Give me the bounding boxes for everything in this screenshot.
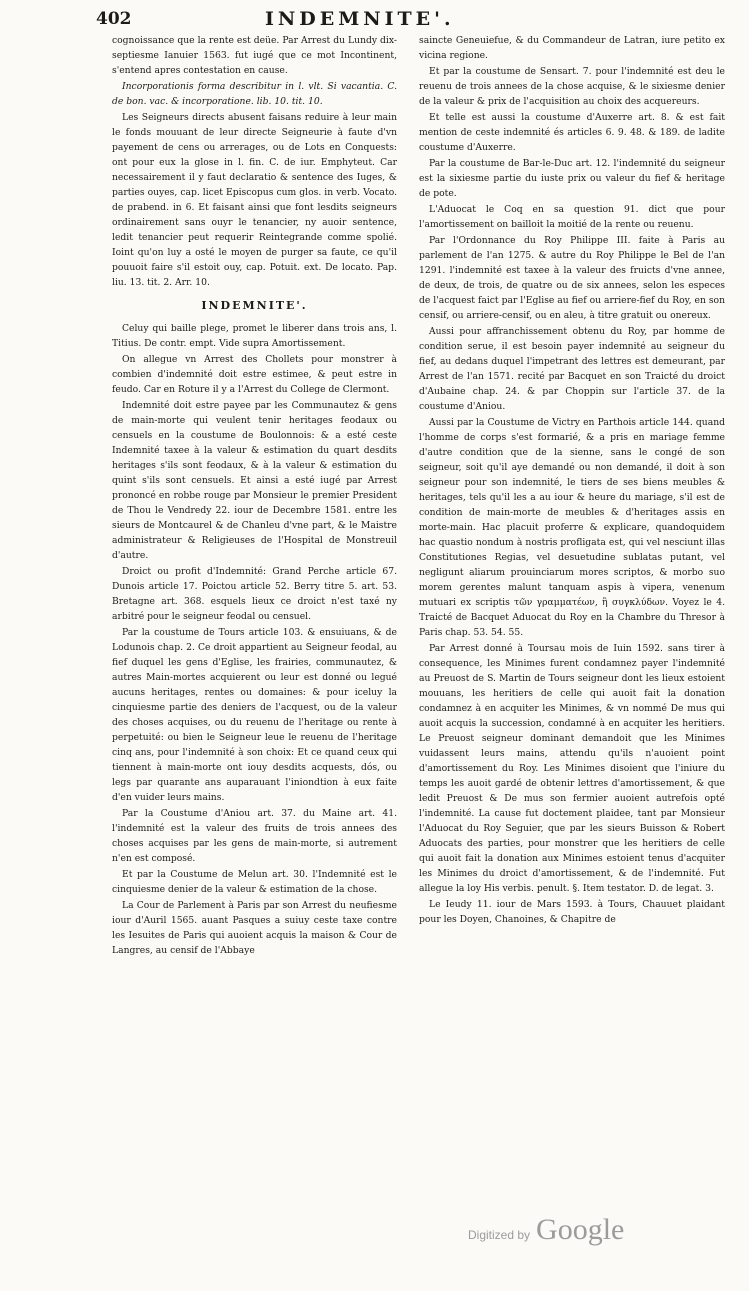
paragraph: Indemnité doit estre payee par les Communautez & gens de main-morte qui veulent tenir heritages feodaux ou censuels en la coustume de Boulonnois: & a esté ceste Indemnité taxee à la valeur & estimation du quart desdits heritages s'ils sont feodaux, & à la valeur & estimation du quint s'ils sont censuels. Et ainsi a esté iugé par Arrest prononcé en robbe rouge par Monsieur le premier President de Thou le Vendredy 22. iour de Decembre 1581. entre les sieurs de Montcaurel & de Chanleu d'vne part, & le Maistre administrateur & Religieuses de l'Hospital de Monstreuil d'autre. — [112, 400, 397, 561]
google-logo: Google — [536, 1213, 625, 1246]
section-heading: INDEMNITE'. — [201, 299, 308, 312]
paragraph: La Cour de Parlement à Paris par son Arrest du neufiesme iour d'Auril 1565. auant Pasques a suiuy ceste taxe contre les Iesuites de Paris qui auoient acquis la maison & Cour de Langres, au censif de l'Abbaye — [112, 900, 397, 956]
paragraph: On allegue vn Arrest des Chollets pour monstrer à combien d'indemnité doit estre estimee, & peut estre in feudo. Car en Roture il y a l'Arrest du College de Clermont. — [112, 354, 397, 395]
left-column — [112, 33, 397, 1163]
paragraph: Celuy qui baille plege, promet le liberer dans trois ans, l. Titius. De contr. empt. Vide supra Amortissement. — [112, 323, 397, 349]
paragraph: Par la Coustume d'Aniou art. 37. du Maine art. 41. l'indemnité est la valeur des fruits de trois annees des choses acquises par les gens de main-morte, si autrement n'en est composé. — [112, 808, 397, 864]
paragraph: saincte Geneuiefue, & du Commandeur de Latran, iure petito ex vicina regione. — [419, 35, 725, 61]
paragraph: Par l'Ordonnance du Roy Philippe III. faite à Paris au parlement de l'an 1275. & autre du Roy Philippe le Bel de l'an 1291. l'indemnité est taxee à la valeur des fruicts d'vne annee, de deux, de trois, de quatre ou de six annees, selon les especes de l'acquest faict par l'Eglise au fief ou arriere-fief du Roy, en son censif, ou arriere-censif, ou en aleu, à titre gratuit ou onereux. — [419, 235, 725, 321]
paragraph: Les Seigneurs directs abusent faisans reduire à leur main le fonds mouuant de leur directe Seigneurie à faute d'vn payement de cens ou arrerages, ou de Lots en Conquests: ont pour eux la glose in l. fin. C. de iur. Emphyteut. Car necessairement il y faut declaratio & sentence des Iuges, & parties ouyes, cap. licet Episcopus cum glos. in verb. Vocato. de prabend. in 6. Et faisant ainsi que font lesdits seigneurs ordinairement sans ouyr le tenancier, ny auoir sentence, ledit tenancier peut requerir Reintegrande comme spolié. Ioint qu'on luy a osté le moyen de purger sa faute, ce qu'il pouuoit faire s'il estoit ouy, cap. Potuit. ext. De locato. Pap. liu. 13. tit. 2. Arr. 10. — [112, 112, 397, 288]
paragraph: Et par la coustume de Sensart. 7. pour l'indemnité est deu le reuenu de trois annees de la chose acquise, & le sixiesme denier de la valeur & prix de l'acquisition au choix des acquereurs. — [419, 66, 725, 107]
paragraph: Aussi par la Coustume de Victry en Parthois article 144. quand l'homme de corps s'est formarié, & a pris en mariage femme d'autre condition que de la sienne, sans le congé de son seigneur, soit qu'il aye demandé ou non demandé, il doit à son seigneur pour son indemnité, le tiers de ses biens meubles & heritages, tels qu'il les a au iour & heure du mariage, s'il est de condition de main-morte de meubles & d'heritages assis en morte-main. Hac placuit proferre & explicare, quandoquidem hac quastio nondum à nostris profligata est, qui vel nesciunt illas Constitutiones Regias, vel desuetudine sublatas putant, vel negligunt aliarum prouinciarum mores scriptos, & morbo suo morem gerentes malunt tanquam aspis à vipera, venenum mutuari ex scriptis τῶν γραμματέων, ἢ συγκλύδων. Voyez le 4. Traicté de Bacquet Aduocat du Roy en la Chambre du Thresor à Paris chap. 53. 54. 55. — [419, 417, 725, 638]
page-number: 402 — [96, 9, 132, 29]
paragraph: L'Aduocat le Coq en sa question 91. dict que pour l'amortissement on bailloit la moitié de la rente ou reuenu. — [419, 204, 725, 230]
watermark-prefix: Digitized by — [468, 1228, 531, 1242]
paragraph: Et telle est aussi la coustume d'Auxerre art. 8. & est fait mention de ceste indemnité és articles 6. 9. 48. & 189. de ladite coustume d'Auxerre. — [419, 112, 725, 153]
paragraph: Par la coustume de Bar-le-Duc art. 12. l'indemnité du seigneur est la sixiesme partie du iuste prix ou valeur du fief & heritage de pote. — [419, 158, 725, 199]
right-column — [419, 33, 725, 1163]
paragraph: Incorporationis forma describitur in l. vlt. Si vacantia. C. de bon. vac. & incorporatione. lib. 10. tit. 10. — [112, 81, 397, 107]
paragraph: Aussi pour affranchissement obtenu du Roy, par homme de condition serue, il est besoin payer indemnité au seigneur du fief, au dedans duquel l'impetrant des lettres est demeurant, par Arrest de l'an 1571. recité par Bacquet en son Traicté du droict d'Aubaine chap. 24. & par Choppin sur l'article 37. de la coustume d'Aniou. — [419, 326, 725, 412]
paragraph: cognoissance que la rente est deüe. Par Arrest du Lundy dix-septiesme Ianuier 1563. fut iugé que ce mot Incontinent, s'entend apres contestation en cause. — [112, 35, 397, 76]
digitized-watermark — [468, 1213, 624, 1247]
running-title: INDEMNITE'. — [265, 8, 455, 30]
paragraph: Le Ieudy 11. iour de Mars 1593. à Tours, Chauuet plaidant pour les Doyen, Chanoines, & Chapitre de — [419, 899, 725, 925]
paragraph: Par Arrest donné à Toursau mois de Iuin 1592. sans tirer à consequence, les Minimes furent condamnez payer l'indemnité au Preuost de S. Martin de Tours seigneur dont les lieux estoient mouuans, les heritiers de celle qui auoit fait la donation condamnez à en acquiter les Minimes, & vn nommé De mus qui auoit acquis la succession, condamné à en acquiter les heritiers. Le Preuost seigneur dominant demandoit que les Minimes vuidassent leurs mains, attendu qu'ils n'auoient point d'amortissement du Roy. Les Minimes disoient que l'iniure du temps les auoit gardé de obtenir lettres d'amortissement, & que ledit Preuost & De mus son fermier auoient autrefois opté l'indemnité. La cause fut doctement plaidee, tant par Monsieur l'Aduocat du Roy Seguier, que par les sieurs Buisson & Robert Aduocats des parties, pour monstrer que les heritiers de celle qui auoit fait la donation aux Minimes estoient tenus d'acquiter les Minimes du droict d'amortissement, & de l'indemnité. Fut allegue la loy His verbis. penult. §. Item testator. D. de legat. 3. — [419, 643, 725, 894]
paragraph: Par la coustume de Tours article 103. & ensuiuans, & de Lodunois chap. 2. Ce droit appartient au Seigneur feodal, au fief duquel les gens d'Eglise, les frairies, communautez, & autres Main-mortes acquierent ou leur est donné ou legué aucuns heritages, rentes ou domaines: & pour iceluy la cinquiesme partie des deniers de l'acquest, ou de la valeur des choses acquises, ou du reuenu de l'heritage ou rente à perpetuité: ou bien le Seigneur leue le reuenu de l'heritage cinq ans, pour l'indemnité à son choix: Et ce quand ceux qui tiennent à main-morte ont iouy desdits acquests, dós, ou legs par quarante ans auparauant l'iniondtion à eux faite d'en vuider leurs mains. — [112, 627, 397, 803]
paragraph: Et par la Coustume de Melun art. 30. l'Indemnité est le cinquiesme denier de la valeur & estimation de la chose. — [112, 869, 397, 895]
paragraph: Droict ou profit d'Indemnité: Grand Perche article 67. Dunois article 17. Poictou article 52. Berry titre 5. art. 53. Bretagne art. 368. esquels lieux ce droict n'est taxé ny arbitré pour le seigneur feodal ou censuel. — [112, 566, 397, 622]
